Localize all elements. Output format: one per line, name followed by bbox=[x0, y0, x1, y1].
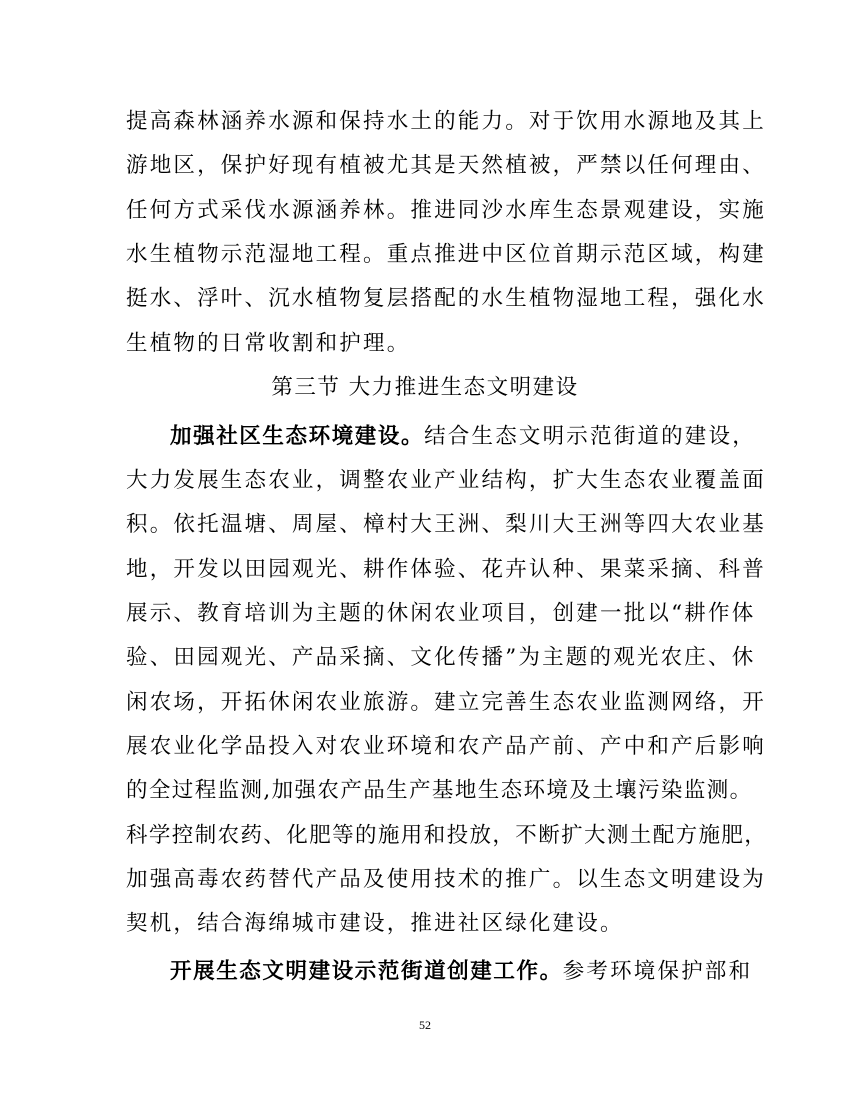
text-line bbox=[170, 422, 756, 452]
text-line: 大力发展生态农业，调整农业产业结构，扩大生态农业覆盖面 bbox=[126, 468, 766, 493]
text-line bbox=[170, 957, 753, 987]
text-line: 地，开发以田园观光、耕作体验、花卉认种、果菜采摘、科普 bbox=[126, 557, 766, 582]
text-line: 水生植物示范湿地工程。重点推进中区位首期示范区域，构建 bbox=[126, 242, 766, 267]
text-run: 结合生态文明示范街道的建设， bbox=[424, 424, 756, 449]
text-line: 加强高毒农药替代产品及使用技术的推广。以生态文明建设为 bbox=[126, 867, 766, 892]
page-number: 52 bbox=[419, 1018, 431, 1032]
text-line: 生植物的日常收割和护理。 bbox=[126, 331, 411, 356]
text-line: 的全过程监测,加强农产品生产基地生态环境及土壤污染监测。 bbox=[126, 778, 753, 803]
text-line: 展农业化学品投入对农业环境和农产品产前、产中和产后影响 bbox=[126, 734, 766, 759]
text-line: 科学控制农药、化肥等的施用和投放，不断扩大测土配方施肥， bbox=[126, 823, 768, 848]
text-line: 契机，结合海绵城市建设，推进社区绿化建设。 bbox=[126, 911, 624, 936]
text-line: 闲农场，开拓休闲农业旅游。建立完善生态农业监测网络，开 bbox=[126, 690, 766, 715]
text-line: 任何方式采伐水源涵养林。推进同沙水库生态景观建设，实施 bbox=[126, 198, 766, 223]
text-line: 挺水、浮叶、沉水植物复层搭配的水生植物湿地工程，强化水 bbox=[126, 286, 766, 311]
section-title: 第三节 大力推进生态文明建设 bbox=[271, 375, 579, 400]
paragraph-heading: 加强社区生态环境建设。 bbox=[170, 424, 425, 449]
text-line: 展示、教育培训为主题的休闲农业项目，创建一批以“耕作体 bbox=[126, 601, 756, 626]
text-line: 验、田园观光、产品采摘、文化传播”为主题的观光农庄、休 bbox=[126, 645, 756, 670]
text-line: 提高森林涵养水源和保持水土的能力。对于饮用水源地及其上 bbox=[126, 109, 766, 134]
paragraph-heading: 开展生态文明建设示范街道创建工作。 bbox=[170, 959, 563, 984]
text-run: 参考环境保护部和 bbox=[562, 959, 753, 984]
text-line: 积。依托温塘、周屋、樟村大王洲、梨川大王洲等四大农业基 bbox=[126, 512, 766, 537]
text-line: 游地区，保护好现有植被尤其是天然植被，严禁以任何理由、 bbox=[126, 153, 766, 178]
